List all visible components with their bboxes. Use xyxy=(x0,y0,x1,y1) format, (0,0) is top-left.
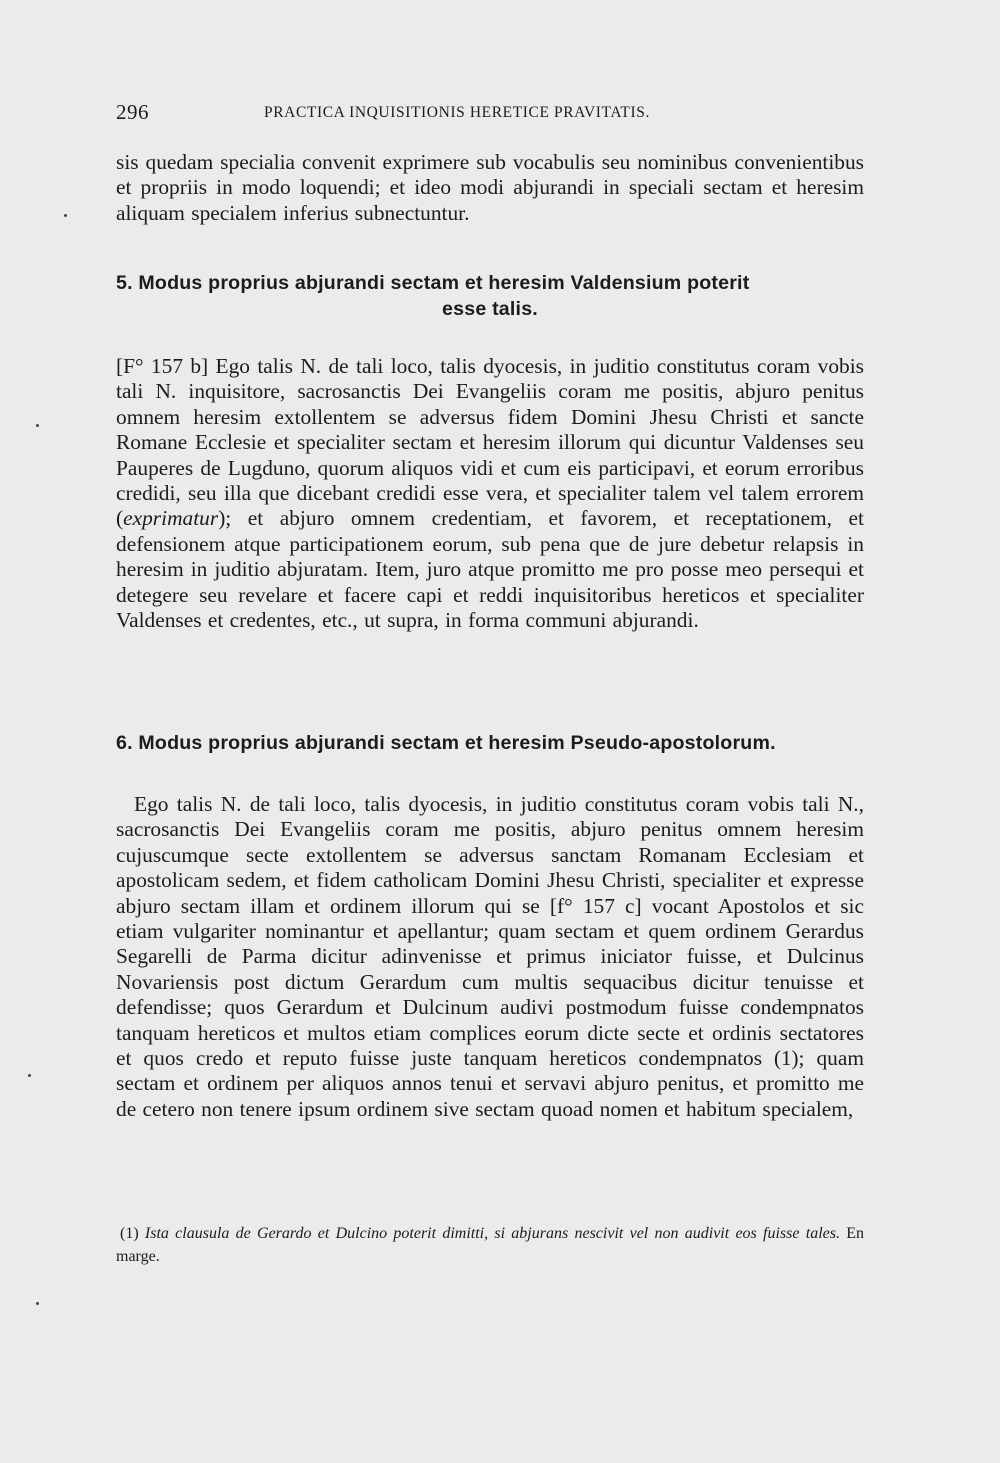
section-6-text-part-2: ; quam sectam et ordinem per aliquos annos tenui et servavi abjuro penitus, et promitto me de cetero non tenere ipsum ordinem sive sectam quoad nomen et habitum specialem, xyxy=(116,1046,864,1121)
section-6-text-part-1: Ego talis N. de tali loco, talis dyocesis, in juditio constitutus coram vobis tali N., sacrosanctis Dei Evangeliis coram me positis, abjuro penitus omnem heresim cujuscumque secte extollentem se adversus sanctam Romanam Ecclesiam et apostolicam sedem, et fidem catholicam Domini Jhesu Christi, specialiter et expresse abjuro sectam illam et ordinem illorum qui se [f° 157 c] vocant Apostolos et sic etiam vulgariter nominantur et apellantur; quam sectam et quem ordinem Gerardus Segarelli de Parma dicitur adinvenisse et primus iniciator fuisse, et Dulcinus Novariensis post dictum Gerardum cum multis sequacibus dicitur tenuisse et defendisse; quos Gerardum et Dulcinum audivi postmodum fuisse condempnatos tanquam hereticos et multos etiam complices eorum dicte secte et ordinis sectatores et quos credo et reputo fuisse juste tanquam hereticos condempnatos xyxy=(116,792,864,1071)
running-header xyxy=(116,100,864,130)
section-5-text-part-2: ); et abjuro omnem credentiam, et favorem, et receptationem, et defensionem atque participationem eorum, sub pena que de jure debetur relapsis in heresim in juditio abjuratam. Item, juro atque promitto me pro posse meo persequi et detegere seu revelare et facere capi et reddi inquisitoribus hereticos et specialiter Valdenses et credentes, etc., ut supra, in forma communi abjurandi. xyxy=(116,506,864,633)
section-5-text-part-1: [F° 157 b] Ego talis N. de tali loco, talis dyocesis, in juditio constitutus coram vobis tali N. inquisitore, sacrosanctis Dei Evangeliis coram me positis, abjuro penitus omnem heresim extollentem se adversus fidem Domini Jhesu Christi et sancte Romane Ecclesie et specialiter sectam et heresim illorum qui dicuntur Valdenses seu Pauperes de Lugduno, quorum aliquos vidi et cum eis participavi, et eorum erroribus credidi, seu illa que dicebant credidi esse vera, et specialiter talem vel talem errorem ( xyxy=(116,354,864,531)
footnote-italic-text: Ista clausula de Gerardo et Dulcino poterit dimitti, si abjurans nescivit vel non audivit eos fuisse tales. xyxy=(144,1225,840,1242)
section-5-heading xyxy=(116,270,864,322)
running-title: PRACTICA INQUISITIONIS HERETICE PRAVITATIS. xyxy=(264,104,650,121)
section-5-paragraph xyxy=(116,354,864,633)
section-6-heading: 6. Modus proprius abjurandi sectam et heresim Pseudo-apostolorum. xyxy=(116,732,776,754)
section-5-heading-line-1: 5. Modus proprius abjurandi sectam et heresim Valdensium poterit xyxy=(116,272,750,294)
footnote-mark: (1) xyxy=(120,1225,139,1242)
section-5-heading-line-2: esse talis. xyxy=(442,298,538,320)
intro-paragraph: sis quedam specialia convenit exprimere sub vocabulis seu nominibus convenientibus et propriis in modo loquendi; et ideo modi abjurandi in speciali sectam et heresim aliquam specialem inferius subnectuntur. xyxy=(116,150,864,225)
section-6-paragraph xyxy=(116,792,864,1122)
footnote xyxy=(116,1222,864,1268)
footnote-roman-text: En marge. xyxy=(116,1225,865,1265)
footnote-reference[interactable]: (1) xyxy=(774,1046,799,1071)
section-5-italic-word: exprimatur xyxy=(123,506,219,531)
paper-speck xyxy=(36,1302,39,1305)
paper-speck xyxy=(28,1074,31,1077)
paper-speck xyxy=(36,424,39,427)
page-number: 296 xyxy=(116,100,149,124)
paper-speck xyxy=(64,214,67,217)
